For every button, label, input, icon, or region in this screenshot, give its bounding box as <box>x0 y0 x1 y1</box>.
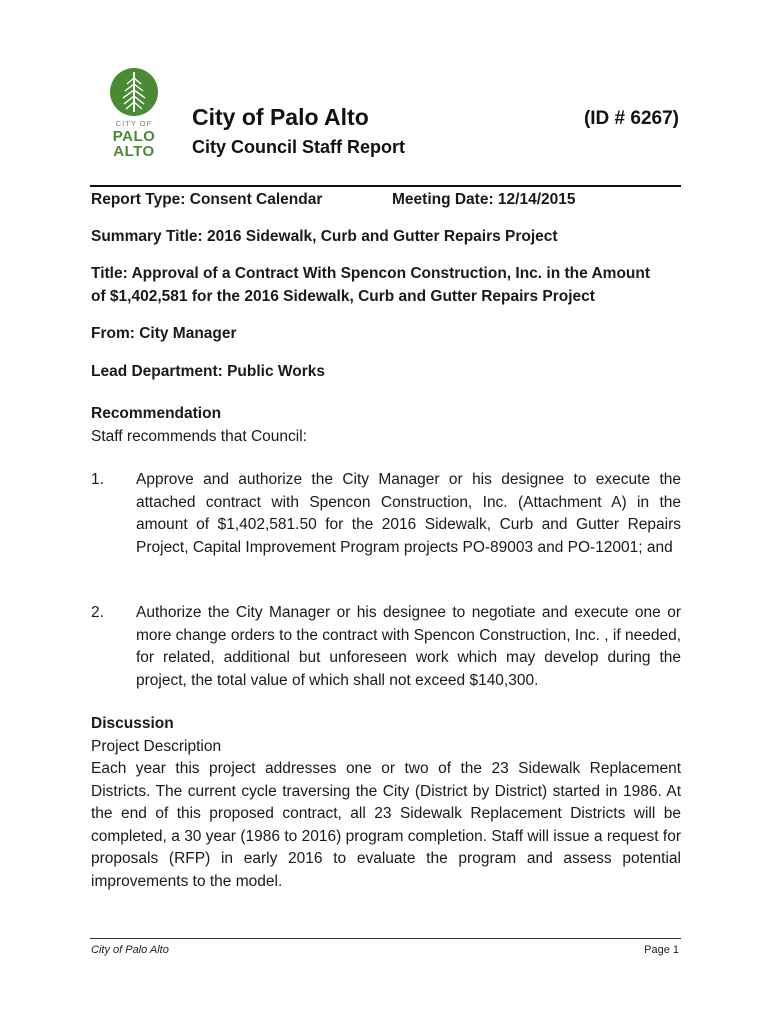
lead-department: Lead Department: Public Works <box>91 363 325 380</box>
discussion-body: Each year this project addresses one or two of the 23 Sidewalk Replacement Districts. The current cycle traversing the City (District by District) started in 1986. At the end of this proposed contract, all 23 Sidewalk Replacement Districts will be completed, a 30 year (1986 to 2016) program completion. Staff will issue a request for proposals (RFP) in early 2016 to evaluate the program and assess potential improvements to the model. <box>91 760 681 890</box>
page-number: Page 1 <box>644 944 679 956</box>
discussion-subheading: Project Description <box>91 738 222 755</box>
meeting-date: Meeting Date: 12/14/2015 <box>392 191 576 208</box>
summary-title: Summary Title: 2016 Sidewalk, Curb and Gutter Repairs Project <box>91 228 558 245</box>
footer-org: City of Palo Alto <box>91 944 169 956</box>
header-divider <box>90 185 681 187</box>
item-text: Approve and authorize the City Manager or his designee to execute the attached contract with Spencon Construction, Inc. (Attachment A) in the amount of $1,402,581.50 for the 2016 Sidewalk, Curb and Gutter Repairs Project, Capital Improvement Program projects PO-89003 and PO-12001; and <box>136 471 681 556</box>
logo-alto: ALTO <box>113 143 155 160</box>
item-number: 1. <box>91 471 104 488</box>
report-type: Report Type: Consent Calendar <box>91 191 323 208</box>
item-text: Authorize the City Manager or his designee to negotiate and execute one or more change orders to the contract with Spencon Construction, Inc. , if needed, for related, additional but unforeseen work which may develop during the project, the total value of which shall not exceed $140,300. <box>136 604 681 689</box>
page-title: City of Palo Alto <box>192 104 369 130</box>
item-number: 2. <box>91 604 104 621</box>
city-logo <box>104 66 164 158</box>
title-line-2: of $1,402,581 for the 2016 Sidewalk, Curb and Gutter Repairs Project <box>91 288 595 305</box>
title-line-1: Title: Approval of a Contract With Spencon Construction, Inc. in the Amount <box>91 265 651 282</box>
recommendation-heading: Recommendation <box>91 405 222 422</box>
tree-icon <box>104 66 164 118</box>
report-id: (ID # 6267) <box>583 108 679 129</box>
from-line: From: City Manager <box>91 325 237 342</box>
recommendation-intro: Staff recommends that Council: <box>91 428 307 445</box>
discussion-heading: Discussion <box>91 715 174 732</box>
report-subtitle: City Council Staff Report <box>192 137 406 157</box>
logo-city-of: CITY OF <box>115 119 153 128</box>
logo-palo: PALO <box>112 128 156 145</box>
footer-divider <box>90 938 681 939</box>
